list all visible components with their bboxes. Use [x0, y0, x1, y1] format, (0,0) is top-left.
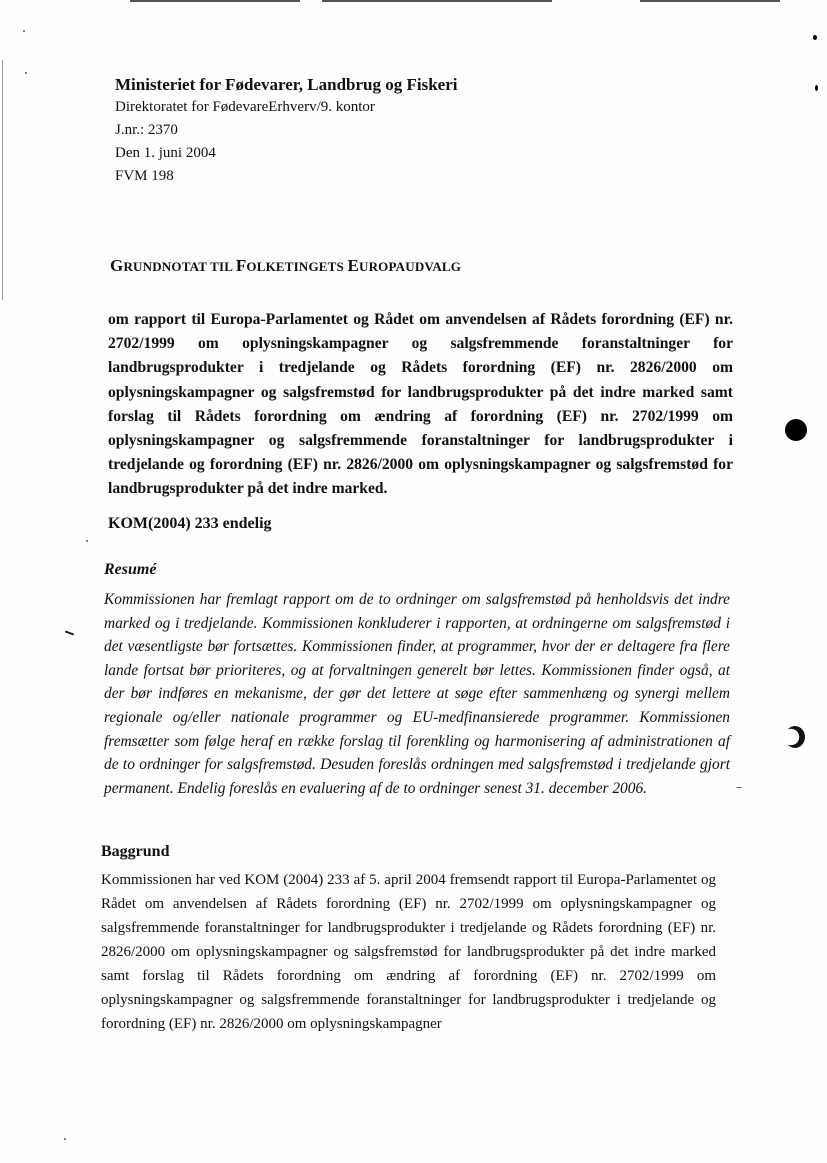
subject-paragraph: om rapport til Europa-Parlamentet og Rådet om anvendelsen af Rådets forordning (EF) nr. 2702/1999 om oplysningskampagner og salgsfremmende foranstaltninger for landbrugsprodukter i tredjelande og Rådets forordning (EF) nr. 2826/2000 om oplysningskampagner og salgsfremstød for landbrugsprodukter på det indre marked samt forslag til Rådets forordning om ændring af forordning (EF) nr. 2702/1999 om oplysningskampagner og salgsfremmende foranstaltninger for landbrugsprodukter i tredjelande og forordning (EF) nr. 2826/2000 om oplysningskampagner og salgsfremstød for landbrugsprodukter på det indre marked.: [108, 311, 733, 498]
document-title: GRUNDNOTAT TIL FOLKETINGETS EUROPAUDVALG: [110, 256, 462, 275]
scan-speck: [64, 1138, 66, 1140]
resume-paragraph: Kommissionen har fremlagt rapport om de to ordninger om salgsfremstød på henholdsvis det indre marked og i tredjelande. Kommissionen konkluderer i rapporten, at ordningerne om salgsfremstød i det væsentligste bør fortsættes. Kommissionen finder, at programmer, hvor der er deltagere fra flere lande fortsat bør prioriteres, og at forvaltningen generelt bør lettes. Kommissionen finder også, at der bør indføres en mekanisme, der gør det lettere at søge efter sammenhæng og synergi mellem regionale og/eller nationale programmer og EU-medfinansierede programmer. Kommissionen fremsætter som følge heraf en række forslag til forenkling og harmonisering af administrationen af de to ordninger for salgsfremstød. Desuden foreslås ordningen med salgsfremstød i tredjelande gjort permanent. Endelig foreslås en evaluering af de to ordninger senest 31. december 2006.: [104, 591, 730, 797]
document-date: Den 1. juni 2004: [115, 145, 216, 161]
scan-speck: [23, 30, 25, 32]
scan-edge-line: [130, 0, 300, 2]
scan-speck: [65, 631, 74, 636]
kom-reference: KOM(2004) 233 endelig: [108, 515, 272, 532]
scan-edge-line: [2, 60, 3, 300]
scan-speck: [25, 72, 27, 74]
punch-hole-mark: [785, 419, 807, 441]
baggrund-paragraph: Kommissionen har ved KOM (2004) 233 af 5. april 2004 fremsendt rapport til Europa-Parlamentet og Rådet om anvendelsen af Rådets forordning (EF) nr. 2702/1999 om oplysningskampagner og salgsfremmende foranstaltninger for landbrugsprodukter i tredjelande og Rådets forordning (EF) nr. 2826/2000 om oplysningskampagner og salgsfremstød for landbrugsprodukter på det indre marked samt forslag til Rådets forordning om ændring af forordning (EF) nr. 2702/1999 om oplysningskampagner og salgsfremmende foranstaltninger for landbrugsprodukter i tredjelande og forordning (EF) nr. 2826/2000 om oplysningskampagner: [101, 872, 716, 1032]
scan-speck: [86, 540, 88, 542]
scan-speck: [736, 787, 742, 788]
scan-speck: [815, 85, 818, 91]
scan-speck: [813, 35, 817, 40]
journal-number: J.nr.: 2370: [115, 122, 178, 138]
punch-hole-mark: [785, 726, 805, 748]
baggrund-heading: Baggrund: [101, 843, 170, 860]
scan-edge-line: [640, 0, 780, 2]
document-header: [115, 74, 715, 188]
reference-code: FVM 198: [115, 168, 174, 184]
department-line: Direktoratet for FødevareErhverv/9. kontor: [115, 99, 375, 115]
ministry-name: Ministeriet for Fødevarer, Landbrug og Fiskeri: [115, 75, 458, 94]
scan-edge-line: [322, 0, 552, 2]
resume-heading: Resumé: [104, 561, 157, 578]
